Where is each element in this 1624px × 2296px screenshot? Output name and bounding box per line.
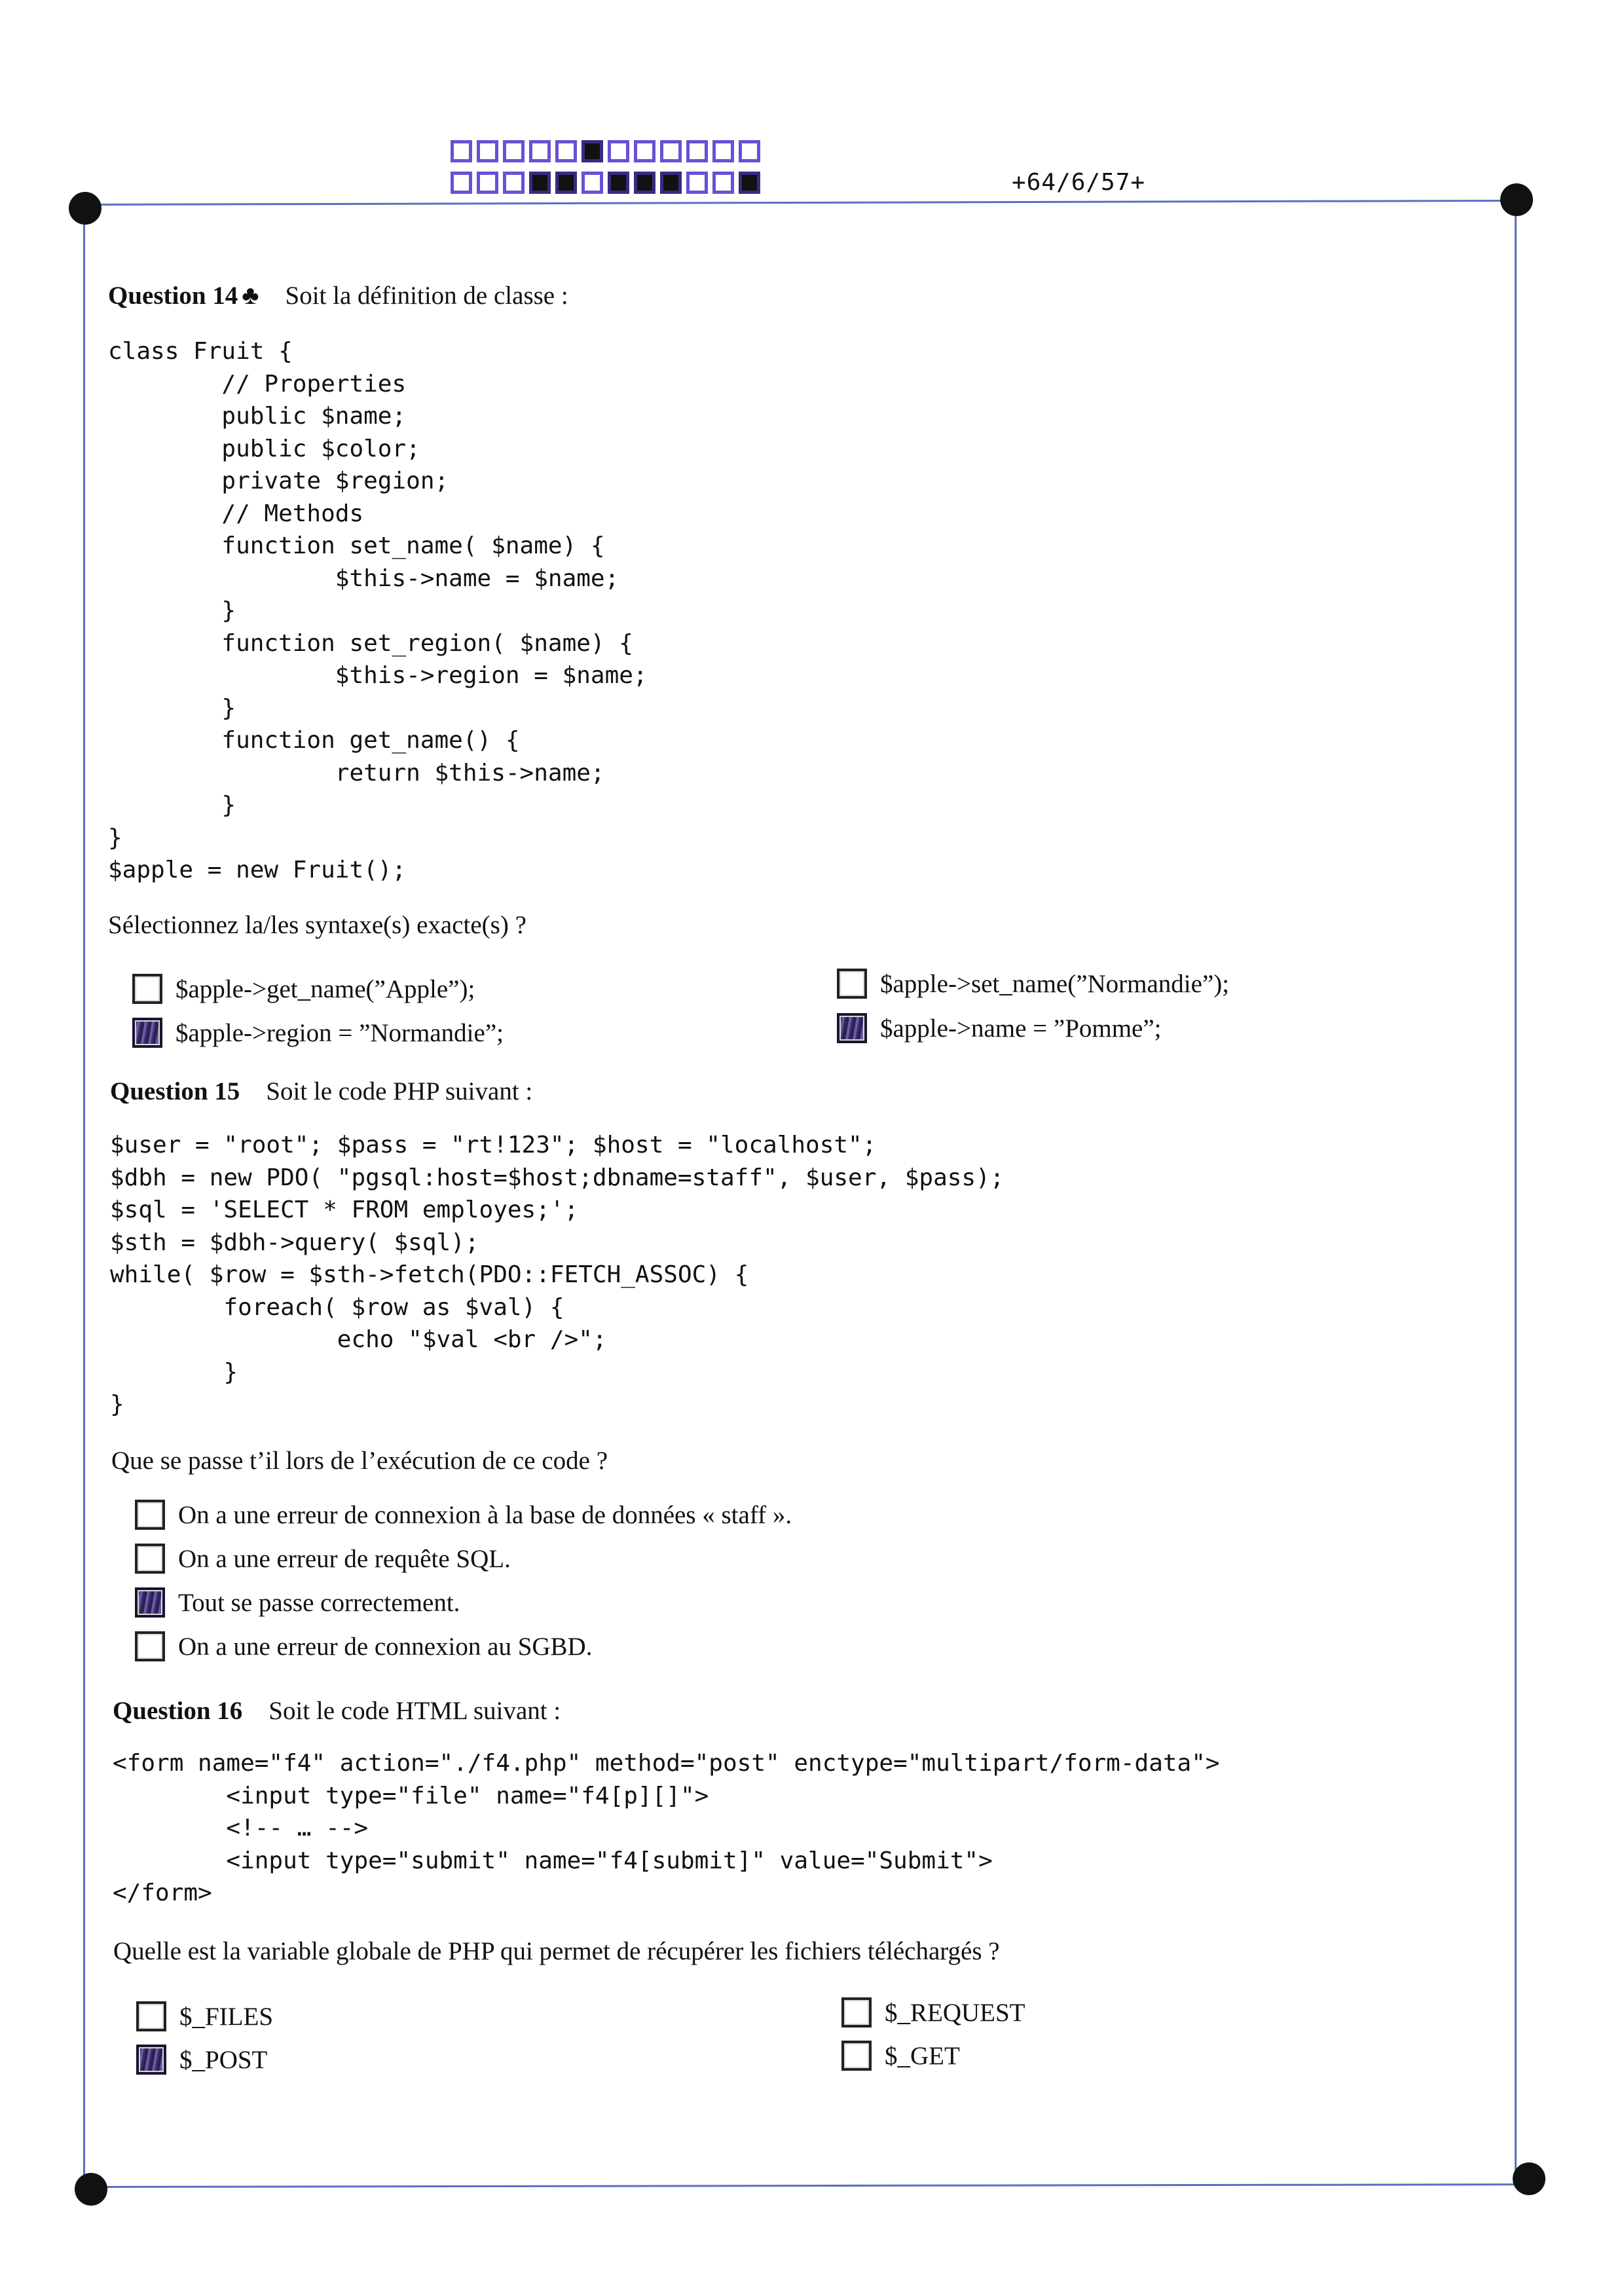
frame-right-line: [1515, 200, 1517, 2179]
question-16-option-4[interactable]: [841, 2041, 960, 2071]
option-label: On a une erreur de connexion à la base de données « staff ».: [178, 1500, 792, 1529]
question-14-label: Question 14: [108, 282, 238, 310]
question-15-option-4[interactable]: [135, 1631, 592, 1661]
option-label: $apple->set_name(”Normandie”);: [880, 969, 1230, 998]
question-14-prompt: Sélectionnez la/les syntaxe(s) exacte(s) ?: [108, 911, 526, 939]
checkbox[interactable]: [132, 974, 162, 1004]
corner-mark-top-right: [1500, 183, 1533, 216]
question-14-text: Soit la définition de classe :: [285, 282, 568, 310]
option-label: $_FILES: [179, 2002, 274, 2031]
checkbox[interactable]: [837, 969, 867, 999]
checkbox-checked[interactable]: [136, 2045, 166, 2075]
corner-mark-bottom-left: [75, 2173, 107, 2206]
question-15-code: $user = "root"; $pass = "rt!123"; $host = "localhost"; $dbh = new PDO( "pgsql:host=$host;dbname=staff", $user, $pass); $sql = 'SELECT * FROM employes;'; $sth = $dbh->query( $sql); while( $row = $sth->fetch(PDO::FETCH_ASSOC) { foreach( $row as $val) { echo "$val <br />"; } }: [110, 1132, 1005, 1418]
question-14-option-3[interactable]: [837, 969, 1229, 999]
option-label: On a une erreur de connexion au SGBD.: [178, 1632, 593, 1661]
corner-mark-top-left: [69, 192, 101, 225]
question-15-option-3[interactable]: [135, 1587, 460, 1618]
checkbox[interactable]: [841, 1997, 872, 2028]
question-14-code: class Fruit { // Properties public $name; public $color; private $region; // Methods function set_name( $name) { $this->name = $name; } function set_region( $name) { $this->region = $name; } function get_name() { return $this->name; } } $apple = new Fruit();: [108, 338, 648, 883]
question-15-option-1[interactable]: [135, 1500, 792, 1530]
question-16-text: Soit le code HTML suivant :: [268, 1697, 561, 1725]
option-label: Tout se passe correctement.: [178, 1588, 460, 1617]
option-label: $apple->get_name(”Apple”);: [175, 974, 475, 1003]
question-15-prompt: Que se passe t’il lors de l’exécution de ce code ?: [111, 1447, 608, 1475]
option-label: $apple->name = ”Pomme”;: [880, 1014, 1162, 1043]
question-14-header: [108, 280, 568, 310]
frame-left-line: [83, 204, 85, 2188]
checkbox-checked[interactable]: [837, 1013, 867, 1043]
frame-bottom-line: [92, 2183, 1529, 2188]
checkbox[interactable]: [135, 1544, 165, 1574]
checkbox[interactable]: [136, 2001, 166, 2031]
club-icon: ♣: [242, 280, 259, 310]
question-15-text: Soit le code PHP suivant :: [266, 1077, 533, 1105]
question-16-option-2[interactable]: [136, 2045, 267, 2075]
frame-top-line: [85, 200, 1516, 206]
page-id: +64/6/57+: [1012, 169, 1146, 196]
corner-mark-bottom-right: [1513, 2162, 1545, 2195]
question-16-option-1[interactable]: [136, 2001, 273, 2031]
option-label: $apple->region = ”Normandie”;: [175, 1018, 504, 1047]
question-16-header: [113, 1696, 561, 1726]
question-16-code: <form name="f4" action="./f4.php" method="post" enctype="multipart/form-data"> <input type="file" name="f4[p][]"> <!-- … --> <input type="submit" name="f4[submit]" value="Submit"> </form>: [113, 1750, 1220, 1906]
checkbox-checked[interactable]: [135, 1587, 165, 1618]
checkbox[interactable]: [135, 1500, 165, 1530]
option-label: $_POST: [179, 2045, 268, 2074]
question-15-label: Question 15: [110, 1077, 240, 1105]
checkbox[interactable]: [841, 2041, 872, 2071]
question-15-option-2[interactable]: [135, 1544, 511, 1574]
question-15-header: [110, 1077, 532, 1106]
checkbox-checked[interactable]: [132, 1018, 162, 1048]
question-14-option-1[interactable]: [132, 974, 475, 1004]
option-label: $_GET: [885, 2041, 960, 2070]
question-16-prompt: Quelle est la variable globale de PHP qui permet de récupérer les fichiers téléchargés ?: [113, 1937, 1000, 1965]
question-14-option-4[interactable]: [837, 1013, 1162, 1043]
question-14-option-2[interactable]: [132, 1018, 504, 1048]
option-label: $_REQUEST: [885, 1998, 1025, 2027]
option-label: On a une erreur de requête SQL.: [178, 1544, 511, 1573]
question-16-option-3[interactable]: [841, 1997, 1025, 2028]
checkbox[interactable]: [135, 1631, 165, 1661]
question-16-label: Question 16: [113, 1697, 243, 1725]
